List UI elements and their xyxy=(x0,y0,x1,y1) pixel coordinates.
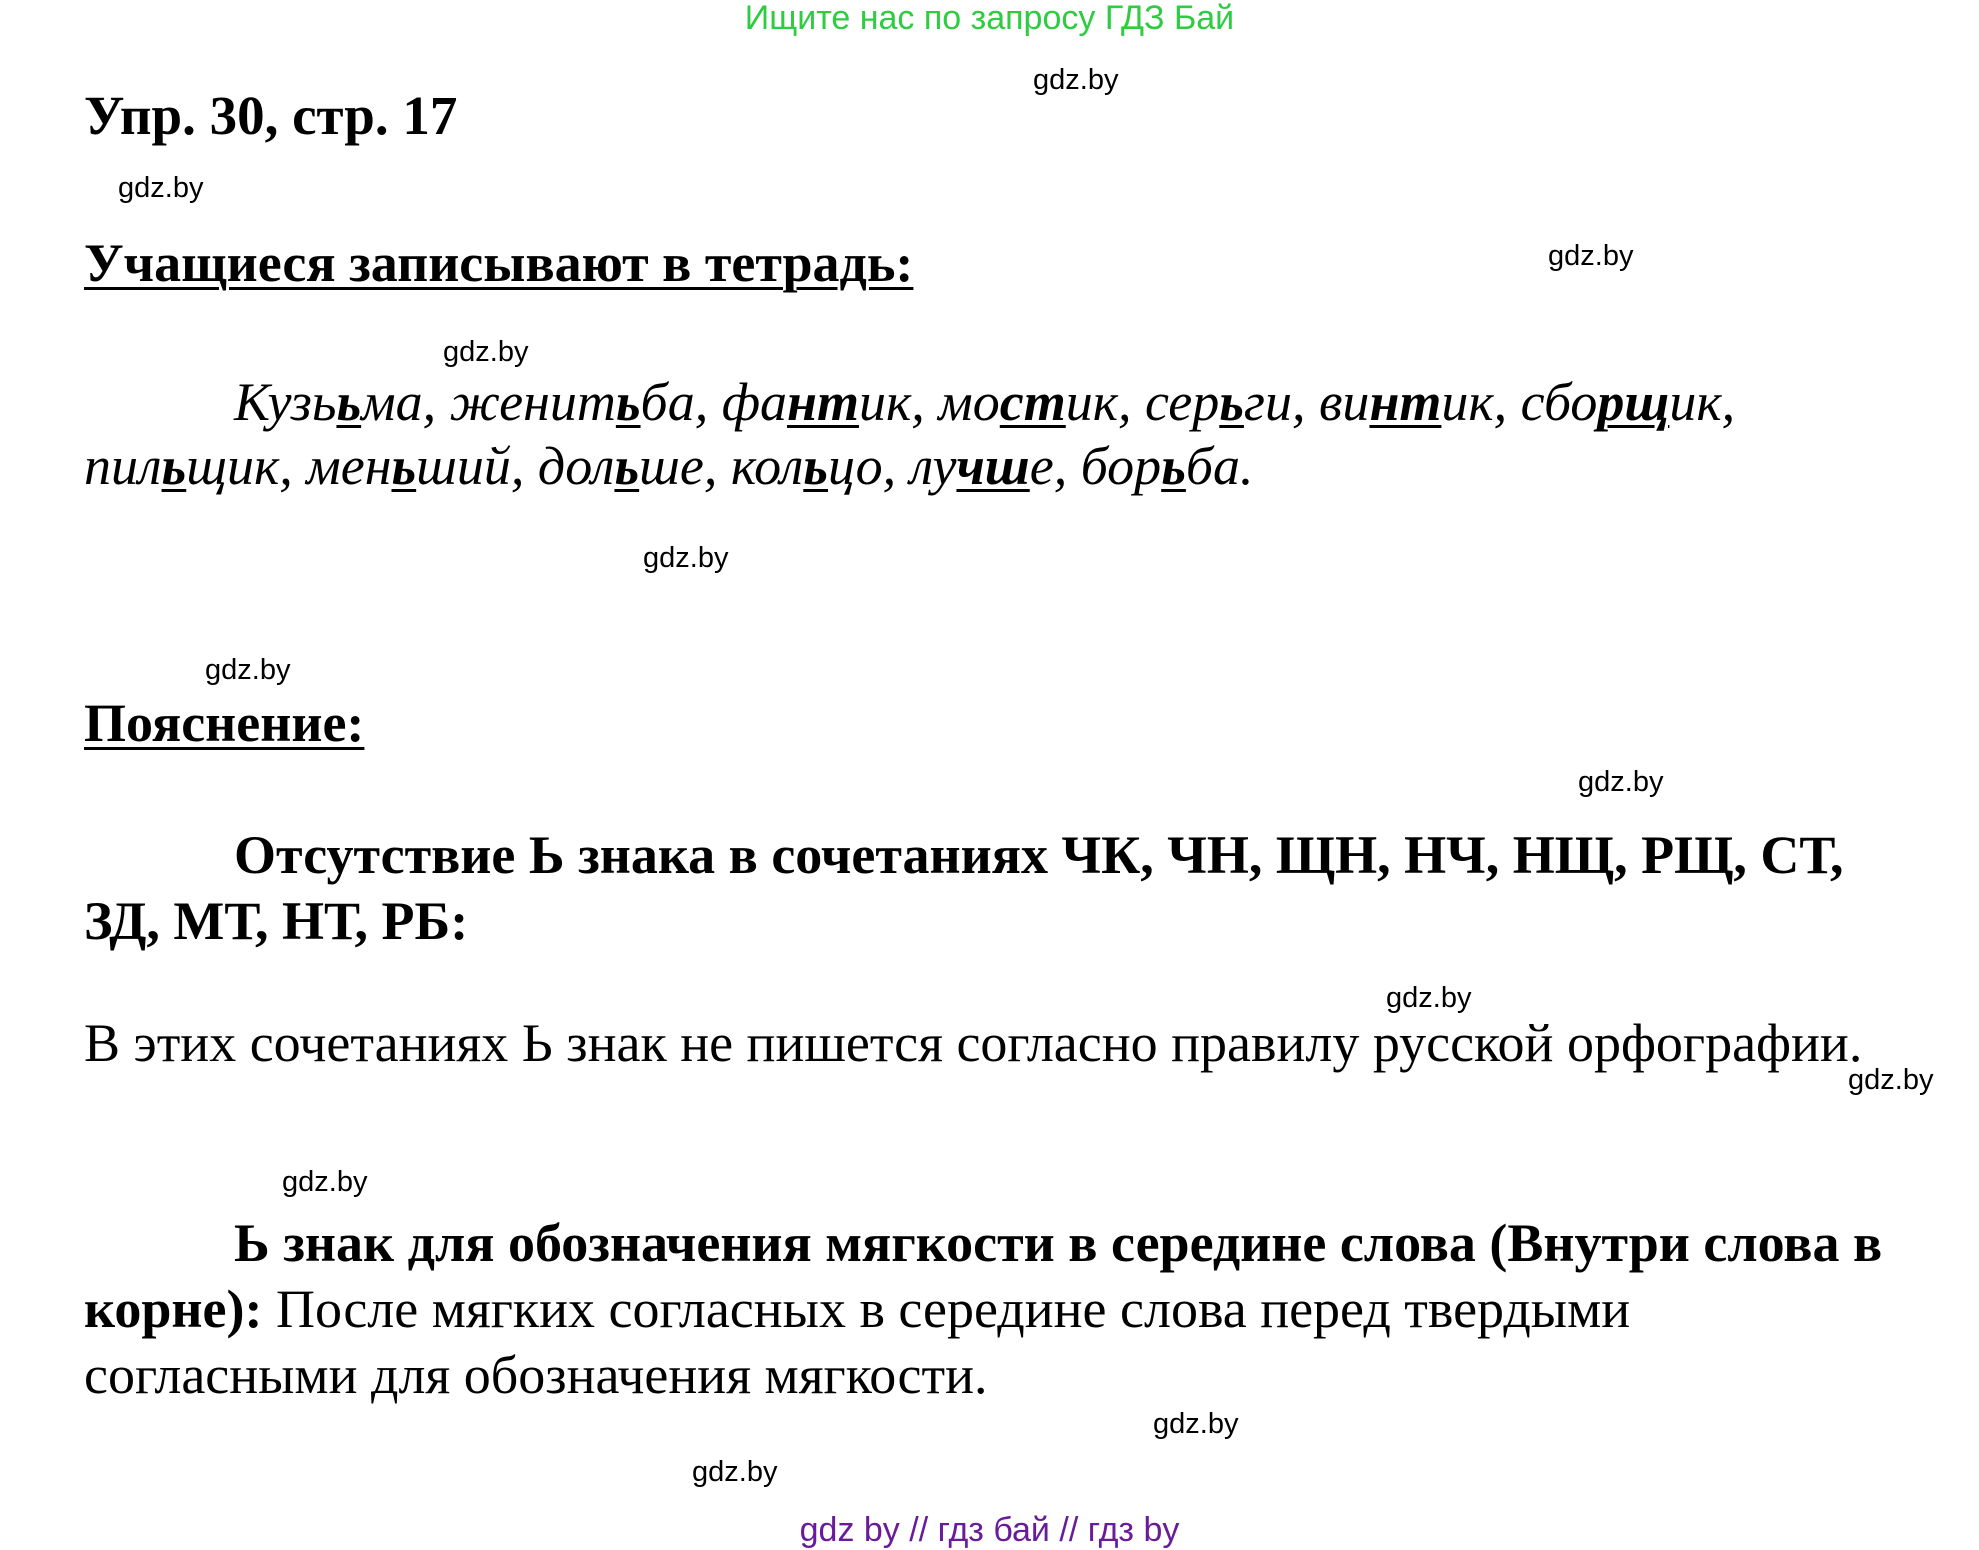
word-fragment: ик, пил xyxy=(84,372,1736,496)
word-fragment: ги, ви xyxy=(1243,372,1370,432)
heading-notebook: Учащиеся записывают в тетрадь: xyxy=(84,233,914,293)
highlighted-letters: нт xyxy=(787,372,860,432)
word-fragment: ик, мо xyxy=(859,372,1000,432)
word-fragment: ик, сер xyxy=(1065,372,1220,432)
highlighted-letters: ь xyxy=(391,436,417,496)
highlighted-letters: ь xyxy=(336,372,362,432)
exercise-title: Упр. 30, стр. 17 xyxy=(84,85,458,146)
watermark: gdz.by xyxy=(692,1456,778,1488)
word-fragment: цо, лу xyxy=(827,436,957,496)
top-banner: Ищите нас по запросу ГДЗ Бай xyxy=(744,0,1235,37)
word-fragment: ба, фа xyxy=(640,372,788,432)
watermark: gdz.by xyxy=(1548,240,1634,272)
highlighted-letters: ь xyxy=(1219,372,1244,432)
watermark: gdz.by xyxy=(1578,766,1664,798)
word-fragment: ба. xyxy=(1185,436,1254,496)
word-fragment: ик, сбо xyxy=(1441,372,1598,432)
watermark: gdz.by xyxy=(205,654,291,686)
rule2-text: После мягких согласных в середине слова перед твердыми согласными для обозначения мягкости. xyxy=(84,1279,1631,1405)
rule2-paragraph xyxy=(84,1210,1884,1408)
highlighted-letters: рщ xyxy=(1597,372,1670,432)
highlighted-letters: ь xyxy=(1161,436,1186,496)
word-fragment: щик, мен xyxy=(186,436,392,496)
highlighted-letters: ь xyxy=(615,372,641,432)
highlighted-letters: нт xyxy=(1369,372,1442,432)
highlighted-letters: чш xyxy=(956,436,1030,496)
watermark: gdz.by xyxy=(643,542,729,574)
highlighted-letters: ь xyxy=(803,436,828,496)
watermark: gdz.by xyxy=(443,336,529,368)
highlighted-letters: ь xyxy=(161,436,187,496)
heading-explanation: Пояснение: xyxy=(84,693,365,753)
word-fragment: ше, кол xyxy=(639,436,804,496)
watermark: gdz.by xyxy=(1848,1064,1934,1096)
watermark: gdz.by xyxy=(1153,1408,1239,1440)
watermark: gdz.by xyxy=(1033,64,1119,96)
rule2-title: Ь знак для обозначения мягкости в середине слова (Внутри слова в корне): xyxy=(84,1213,1883,1339)
word-fragment: ший, дол xyxy=(416,436,615,496)
highlighted-letters: ь xyxy=(614,436,640,496)
watermark: gdz.by xyxy=(1386,982,1472,1014)
rule1-text: В этих сочетаниях Ь знак не пишется согласно правилу русской орфографии. xyxy=(84,1013,1863,1073)
highlighted-letters: ст xyxy=(999,372,1066,432)
watermark: gdz.by xyxy=(282,1166,368,1198)
watermark: gdz.by xyxy=(118,172,204,204)
word-list xyxy=(84,370,1864,498)
word-fragment: е, бор xyxy=(1029,436,1162,496)
rule1-title: Отсутствие Ь знака в сочетаниях ЧК, ЧН, ЩН, НЧ, НЩ, РЩ, СТ, ЗД, МТ, НТ, РБ: xyxy=(84,825,1844,951)
word-fragment: ма, женит xyxy=(361,372,616,432)
word-fragment: Кузь xyxy=(234,372,337,432)
footer-links: gdz by // гдз бай // гдз by xyxy=(799,1511,1180,1549)
